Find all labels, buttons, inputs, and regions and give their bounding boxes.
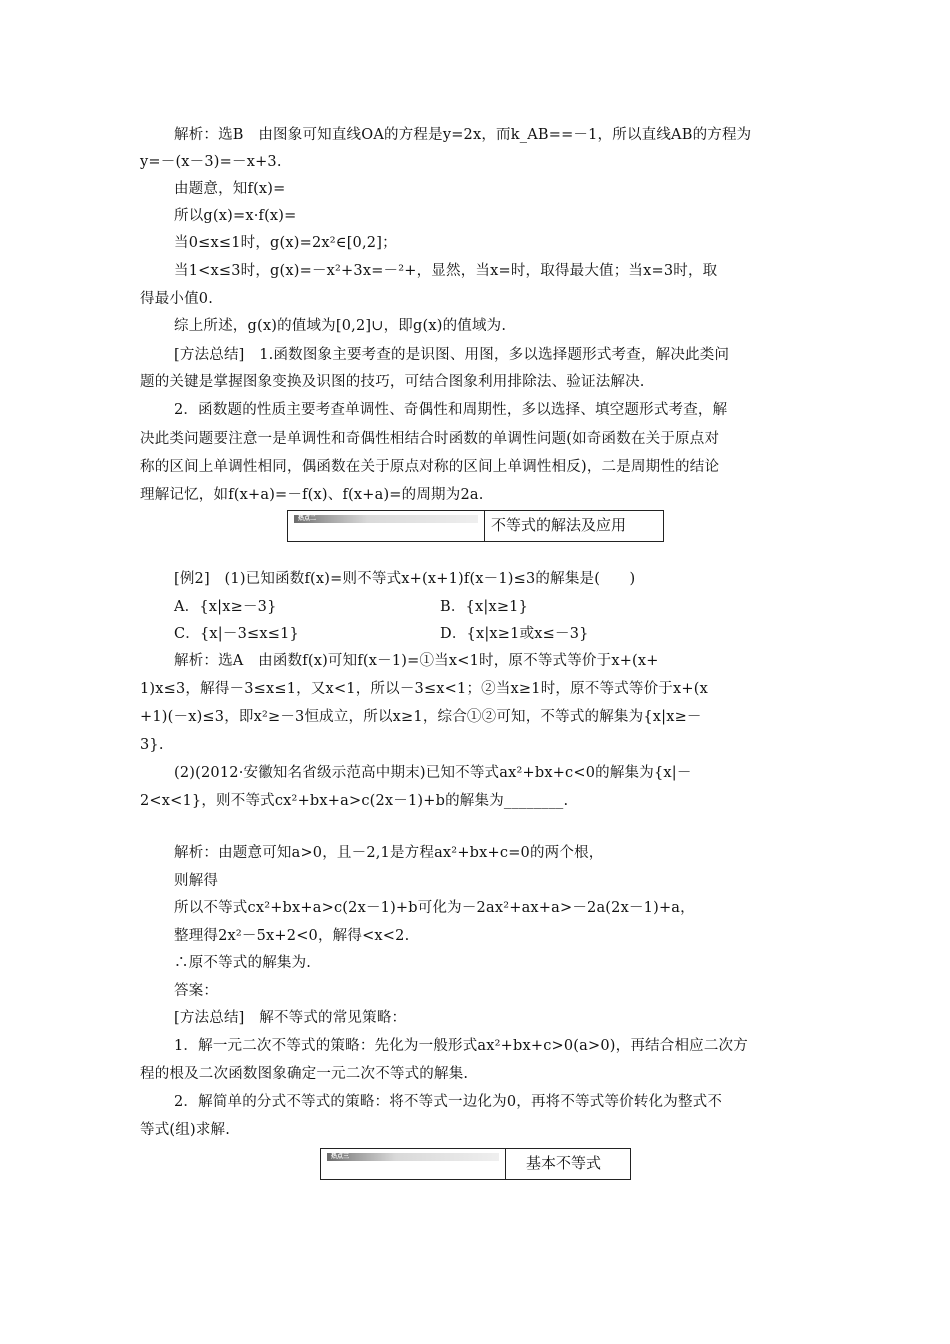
banner-tag-bar: [294, 515, 478, 523]
text-line: 整理得2x²－5x+2<0，解得<x<2.: [174, 928, 410, 944]
option-c: C．{x|－3≤x≤1}: [174, 626, 299, 642]
text-line: 理解记忆，如f(x+a)=－f(x)、f(x+a)=的周期为2a.: [140, 487, 484, 503]
text-line: 决此类问题要注意一是单调性和奇偶性相结合时函数的单调性问题(如奇函数在关于原点对: [140, 431, 720, 447]
banner-title: 基本不等式: [526, 1154, 602, 1172]
text-line: 2．解简单的分式不等式的策略：将不等式一边化为0，再将不等式等价转化为整式不: [174, 1094, 723, 1110]
text-line: 等式(组)求解.: [140, 1122, 231, 1138]
text-line: 1)x≤3，解得－3≤x≤1，又x<1，所以－3≤x<1；②当x≥1时，原不等式等价于x+(x: [140, 681, 708, 697]
text-line: 由题意，知f(x)=: [174, 181, 286, 197]
text-line: 所以不等式cx²+bx+a>c(2x－1)+b可化为－2ax²+ax+a>－2a(2x－1)+a，: [174, 900, 695, 916]
text-line: 1．解一元二次不等式的策略：先化为一般形式ax²+bx+c>0(a>0)，再结合相应二次方: [174, 1038, 748, 1054]
section-banner-hotspot-3: [320, 1148, 631, 1180]
banner-tag-text: 热点三: [331, 1153, 350, 1160]
text-line: 程的根及二次函数图象确定一元二次不等式的解集.: [140, 1066, 469, 1082]
text-line: 解析：选A 由函数f(x)可知f(x－1)=①当x<1时，原不等式等价于x+(x+: [174, 653, 659, 669]
option-b: B．{x|x≥1}: [440, 599, 529, 615]
text-line: 得最小值0.: [140, 291, 214, 307]
banner-tag: [288, 511, 485, 541]
text-line: 题的关键是掌握图象变换及识图的技巧，可结合图象利用排除法、验证法解决.: [140, 374, 645, 390]
text-line: 则解得: [174, 873, 219, 889]
text-line: 综上所述，g(x)的值域为[0,2]∪，即g(x)的值域为.: [174, 318, 507, 334]
text-line: 2<x<1}，则不等式cx²+bx+a>c(2x－1)+b的解集为________.: [140, 793, 569, 809]
text-line: 2．函数题的性质主要考查单调性、奇偶性和周期性，多以选择、填空题形式考查，解: [174, 402, 728, 418]
text-line: +1)(－x)≤3，即x²≥－3恒成立，所以x≥1，综合①②可知，不等式的解集为{x|x≥－: [140, 709, 702, 725]
text-line: 所以g(x)=x·f(x)=: [174, 208, 297, 224]
text-line: 3}.: [140, 737, 164, 753]
banner-tag: [321, 1149, 506, 1179]
example-question: [例2] (1)已知函数f(x)=则不等式x+(x+1)f(x－1)≤3的解集是( ): [174, 571, 636, 587]
text-line: ∴原不等式的解集为.: [174, 955, 312, 971]
option-d: D．{x|x≥1或x≤－3}: [440, 626, 589, 642]
text-line: [方法总结] 1.函数图象主要考查的是识图、用图，多以选择题形式考查，解决此类问: [174, 347, 730, 363]
section-banner-hotspot-2: [287, 510, 664, 542]
text-line: 答案：: [174, 983, 219, 999]
text-line: [方法总结] 解不等式的常见策略：: [174, 1010, 407, 1026]
banner-tag-text: 热点二: [298, 515, 317, 522]
text-line: 当0≤x≤1时，g(x)=2x²∈[0,2]；: [174, 235, 397, 251]
option-a: A．{x|x≥－3}: [174, 599, 277, 615]
banner-tag-bar: [327, 1153, 499, 1161]
text-line: 解析：选B 由图象可知直线OA的方程是y=2x，而k_AB==－1，所以直线AB的方程为: [174, 127, 752, 143]
text-line: 当1<x≤3时，g(x)=－x²+3x=－²+，显然，当x=时，取得最大值；当x=3时，取: [174, 263, 718, 279]
text-line: y=－(x－3)=－x+3.: [140, 154, 282, 170]
text-line: 解析：由题意可知a>0，且－2,1是方程ax²+bx+c=0的两个根，: [174, 845, 604, 861]
text-line: (2)(2012·安徽知名省级示范高中期末)已知不等式ax²+bx+c<0的解集为{x|－: [174, 765, 692, 781]
text-line: 称的区间上单调性相同，偶函数在关于原点对称的区间上单调性相反)，二是周期性的结论: [140, 459, 720, 475]
banner-title: 不等式的解法及应用: [491, 516, 627, 534]
